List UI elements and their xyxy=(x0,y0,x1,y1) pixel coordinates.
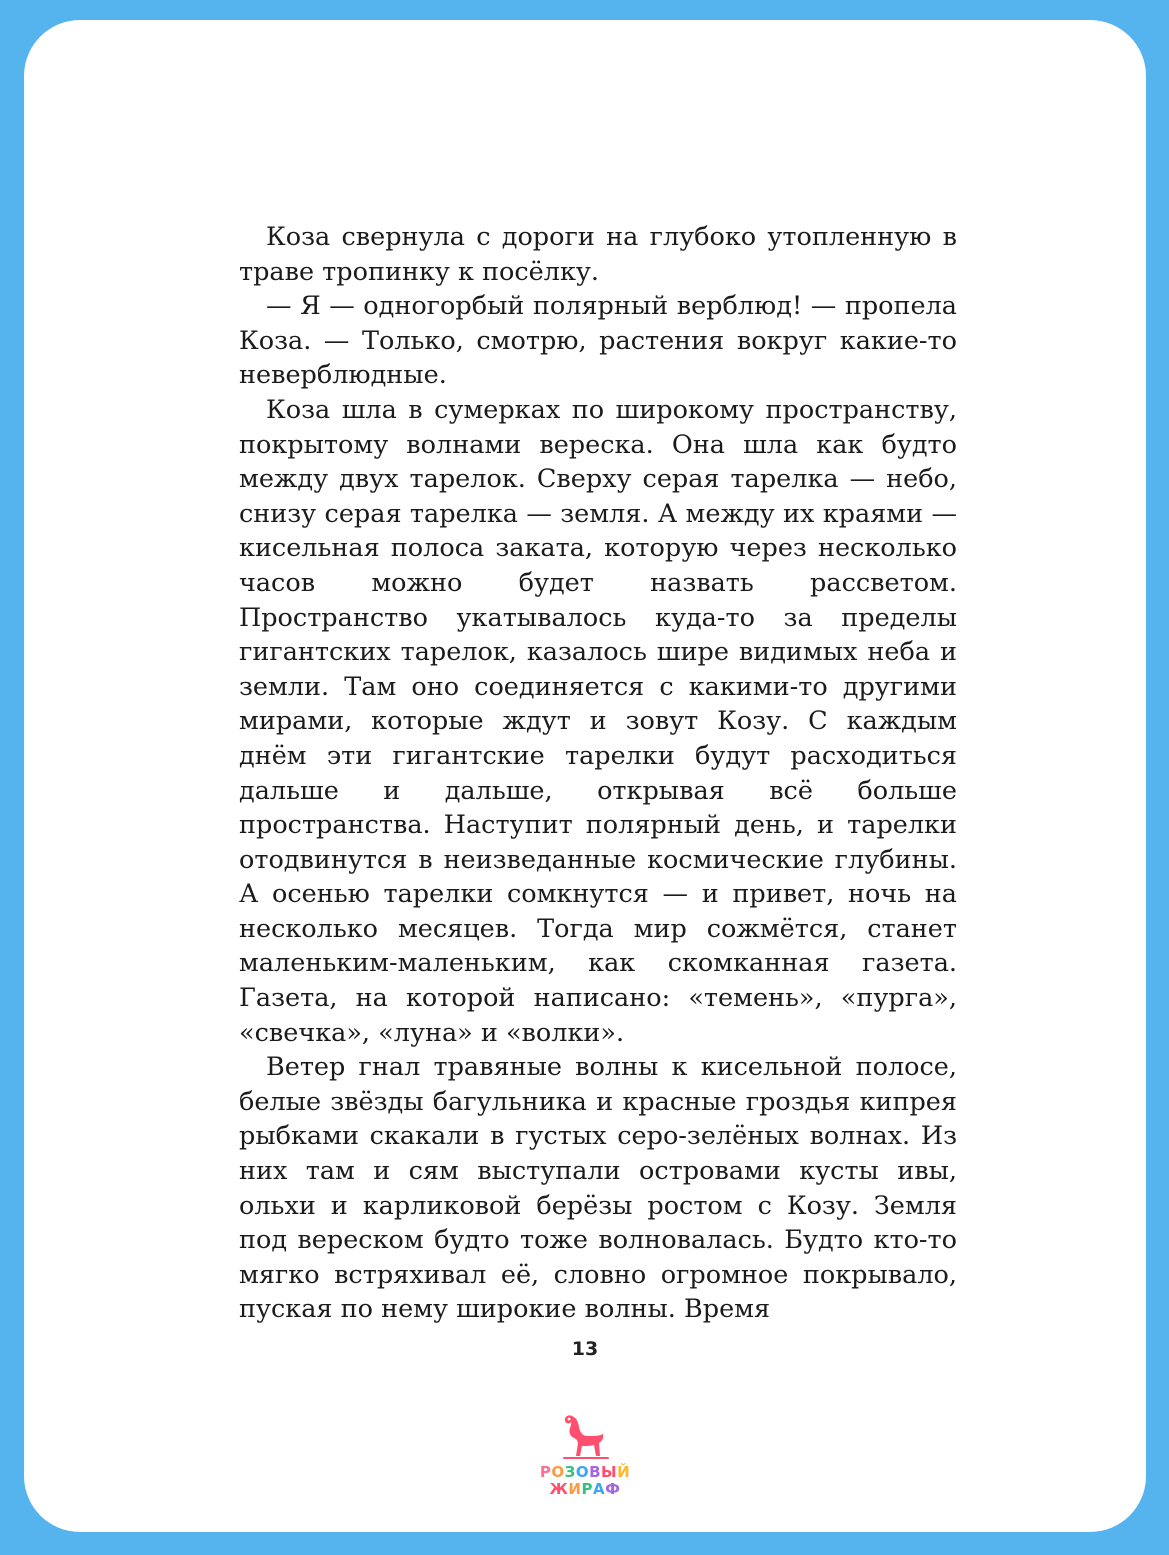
logo-letter: В xyxy=(589,1463,602,1481)
logo-letter: О xyxy=(575,1463,590,1481)
logo-letter: А xyxy=(592,1480,606,1498)
page-number: 13 xyxy=(571,1338,599,1360)
logo-letter: И xyxy=(568,1480,582,1498)
logo-letter: Ф xyxy=(605,1480,621,1498)
logo-letter: Р xyxy=(581,1480,593,1498)
story-text xyxy=(239,220,957,1327)
paragraph-2: — Я — одногорбый полярный верблюд! — пропела Коза. — Только, смотрю, растения вокруг какие-то неверблюдные. xyxy=(239,291,957,391)
paragraph-3: Коза шла в сумерках по широкому пространству, покрытому волнами вереска. Она шла как будто между двух тарелок. Сверху серая тарелка — небо, снизу серая тарелка — земля. А между их краями — кисельная полоса заката, которую через несколько часов можно будет назвать рассветом. Пространство укатывалось куда-то за пределы гигантских тарелок, казалось шире видимых неба и земли. Там оно соединяется с какими-то другими мирами, которые ждут и зовут Козу. С каждым днём эти гигантские тарелки будут расходиться дальше и дальше, открывая всё больше пространства. Наступит полярный день, и тарелки отодвинутся в неизведанные космические глубины. А осенью тарелки сомкнутся — и привет, ночь на несколько месяцев. Тогда мир сожмётся, станет маленьким-маленьким, как скомканная газета. Газета, на которой написано: «темень», «пурга», «свечка», «луна» и «волки». xyxy=(239,394,957,1048)
logo-letter: Й xyxy=(617,1463,631,1481)
logo-letter: З xyxy=(564,1463,576,1481)
paragraph-1: Коза свернула с дороги на глубоко утопленную в траве тропинку к посёлку. xyxy=(239,222,957,287)
logo-letter: О xyxy=(551,1463,565,1481)
book-page xyxy=(24,20,1146,1532)
logo-letter: Р xyxy=(539,1463,552,1481)
giraffe-icon xyxy=(558,1412,614,1462)
publisher-logo xyxy=(524,1412,646,1512)
logo-letter: Ж xyxy=(549,1480,569,1498)
paragraph-4: Ветер гнал травяные волны к кисельной полосе, белые звёзды багульника и красные гроздья кипрея рыбками скакали в густых серо-зелёных волнах. Из них там и сям выступали островами кусты ивы, ольхи и карликовой берёзы ростом с Козу. Земля под вереском будто тоже волновалась. Будто кто-то мягко встряхивал её, словно огромное покрывало, пуская по нему широкие волны. Время xyxy=(239,1052,957,1325)
logo-letter: Ы xyxy=(601,1463,618,1481)
